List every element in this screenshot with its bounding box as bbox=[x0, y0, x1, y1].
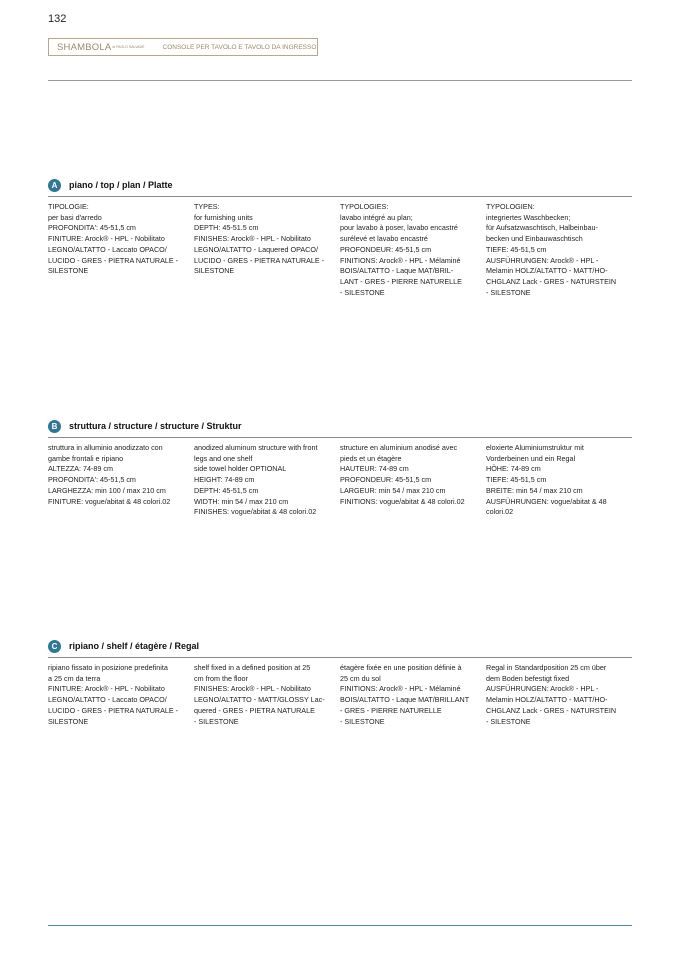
text-line: colori.02 bbox=[486, 507, 514, 517]
text-line: TIPOLOGIE: bbox=[48, 202, 89, 211]
text-line: pour lavabo à poser, lavabo encastré bbox=[340, 223, 458, 233]
column-german bbox=[486, 202, 632, 298]
text-line: HÖHE: 74-89 cm bbox=[486, 464, 541, 474]
column-french bbox=[340, 202, 486, 298]
text-line: für Aufsatzwaschtisch, Halbeinbau- bbox=[486, 223, 598, 233]
language-columns bbox=[48, 443, 632, 518]
text-line: SILESTONE bbox=[48, 716, 89, 726]
column-german bbox=[486, 663, 632, 727]
text-line: becken und Einbauwaschtisch bbox=[486, 234, 583, 244]
text-line: FINITURE: Arock® - HPL - Nobilitato bbox=[48, 684, 165, 694]
text-line: FINISHES: vogue/abitat & 48 colori.02 bbox=[194, 507, 317, 517]
section-heading bbox=[48, 418, 632, 434]
column-english bbox=[194, 663, 340, 727]
section-heading bbox=[48, 177, 632, 193]
brand-name: SHAMBOLA bbox=[57, 41, 112, 53]
text-line: anodized aluminum structure with front bbox=[194, 443, 318, 452]
text-line: Vorderbeinen und ein Regal bbox=[486, 453, 576, 463]
brand-designer: di PAOLO SALVADÈ bbox=[112, 45, 145, 49]
text-line: FINITIONS: vogue/abitat & 48 colori.02 bbox=[340, 496, 465, 506]
text-line: TIEFE: 45-51,5 cm bbox=[486, 475, 547, 485]
text-line: BOIS/ALTATTO - Laque MAT/BRIL- bbox=[340, 266, 454, 276]
section-divider bbox=[48, 657, 632, 658]
text-line: WIDTH: min 54 / max 210 cm bbox=[194, 496, 289, 506]
text-line: integriertes Waschbecken; bbox=[486, 212, 571, 222]
text-line: quered - GRES - PIETRA NATURALE bbox=[194, 705, 315, 715]
text-line: - SILESTONE bbox=[486, 716, 531, 726]
text-line: gambe frontali e ripiano bbox=[48, 453, 124, 463]
language-columns bbox=[48, 663, 632, 727]
text-line: FINISHES: Arock® - HPL - Nobilitato bbox=[194, 684, 311, 694]
text-line: DEPTH: 45-51,5 cm bbox=[194, 485, 259, 495]
text-line: TYPES: bbox=[194, 202, 220, 211]
text-line: LUCIDO - GRES - PIETRA NATURALE - bbox=[194, 255, 325, 265]
text-line: PROFONDEUR: 45-51,5 cm bbox=[340, 244, 432, 254]
text-line: cm from the floor bbox=[194, 673, 248, 683]
text-line: Melamin HOLZ/ALTATTO - MATT/HO- bbox=[486, 266, 608, 276]
section-title: ripiano / shelf / étagère / Regal bbox=[69, 641, 200, 651]
text-line: LUCIDO - GRES - PIETRA NATURALE - bbox=[48, 705, 179, 715]
text-line: surélevé et lavabo encastré bbox=[340, 234, 428, 244]
text-line: - SILESTONE bbox=[340, 287, 385, 297]
text-line: structure en aluminium anodisé avec bbox=[340, 443, 458, 452]
text-line: - SILESTONE bbox=[340, 716, 385, 726]
text-line: - SILESTONE bbox=[486, 287, 531, 297]
page-number: 132 bbox=[48, 13, 67, 25]
text-line: DEPTH: 45-51.5 cm bbox=[194, 223, 259, 233]
text-line: CHGLANZ Lack - GRES - NATURSTEIN bbox=[486, 276, 617, 286]
text-line: CHGLANZ Lack - GRES - NATURSTEIN bbox=[486, 705, 617, 715]
column-french bbox=[340, 443, 486, 518]
text-line: AUSFÜHRUNGEN: Arock® - HPL - bbox=[486, 255, 599, 265]
text-line: struttura in alluminio anodizzato con bbox=[48, 443, 163, 452]
text-line: LEGNO/ALTATTO - Laquered OPACO/ bbox=[194, 244, 318, 254]
text-line: PROFONDEUR: 45-51,5 cm bbox=[340, 475, 432, 485]
section-shelf bbox=[48, 638, 632, 727]
text-line: HAUTEUR: 74-89 cm bbox=[340, 464, 409, 474]
text-line: BOIS/ALTATTO - Laque MAT/BRILLANT bbox=[340, 695, 470, 705]
section-title: struttura / structure / structure / Struktur bbox=[69, 421, 242, 431]
column-french bbox=[340, 663, 486, 727]
text-line: dem Boden befestigt fixed bbox=[486, 673, 570, 683]
text-line: ALTEZZA: 74-89 cm bbox=[48, 464, 113, 474]
text-line: pieds et un étagère bbox=[340, 453, 402, 463]
text-line: TIEFE: 45-51,5 cm bbox=[486, 244, 547, 254]
text-line: per basi d'arredo bbox=[48, 212, 102, 222]
text-line: PROFONDITA': 45-51,5 cm bbox=[48, 223, 136, 233]
product-category: CONSOLE PER TAVOLO E TAVOLO DA INGRESSO bbox=[162, 43, 317, 51]
header-banner bbox=[48, 38, 318, 56]
top-divider bbox=[48, 80, 632, 81]
text-line: LUCIDO - GRES - PIETRA NATURALE - bbox=[48, 255, 179, 265]
section-title: piano / top / plan / Platte bbox=[69, 180, 173, 190]
section-badge: C bbox=[48, 640, 61, 653]
section-heading bbox=[48, 638, 632, 654]
text-line: AUSFÜHRUNGEN: Arock® - HPL - bbox=[486, 684, 599, 694]
text-line: Regal in Standardposition 25 cm über bbox=[486, 663, 607, 672]
text-line: SILESTONE bbox=[48, 266, 89, 276]
text-line: - GRES - PIERRE NATURELLE bbox=[340, 705, 442, 715]
section-structure bbox=[48, 418, 632, 518]
text-line: legs and one shelf bbox=[194, 453, 253, 463]
text-line: FINITIONS: Arock® - HPL - Mélaminé bbox=[340, 684, 461, 694]
text-line: FINITIONS: Arock® - HPL - Mélaminé bbox=[340, 255, 461, 265]
text-line: 25 cm du sol bbox=[340, 673, 381, 683]
column-italian bbox=[48, 443, 194, 518]
text-line: LANT - GRES - PIERRE NATURELLE bbox=[340, 276, 462, 286]
text-line: AUSFÜHRUNGEN: vogue/abitat & 48 bbox=[486, 496, 607, 506]
text-line: LEGNO/ALTATTO - Laccato OPACO/ bbox=[48, 695, 167, 705]
text-line: FINITURE: Arock® - HPL - Nobilitato bbox=[48, 234, 165, 244]
section-badge: B bbox=[48, 420, 61, 433]
text-line: LEGNO/ALTATTO - Laccato OPACO/ bbox=[48, 244, 167, 254]
text-line: LARGEUR: min 54 / max 210 cm bbox=[340, 485, 446, 495]
column-italian bbox=[48, 663, 194, 727]
text-line: FINITURE: vogue/abitat & 48 colori.02 bbox=[48, 496, 171, 506]
text-line: - SILESTONE bbox=[194, 716, 239, 726]
column-german bbox=[486, 443, 632, 518]
bottom-divider bbox=[48, 925, 632, 926]
text-line: LARGHEZZA: min 100 / max 210 cm bbox=[48, 485, 166, 495]
text-line: for furnishing units bbox=[194, 212, 253, 222]
text-line: TYPOLOGIEN: bbox=[486, 202, 535, 211]
text-line: ripiano fissato in posizione predefinita bbox=[48, 663, 168, 672]
column-italian bbox=[48, 202, 194, 298]
text-line: side towel holder OPTIONAL bbox=[194, 464, 287, 474]
language-columns bbox=[48, 202, 632, 298]
text-line: a 25 cm da terra bbox=[48, 673, 101, 683]
text-line: HEIGHT: 74-89 cm bbox=[194, 475, 255, 485]
text-line: TYPOLOGIES: bbox=[340, 202, 389, 211]
text-line: LEGNO/ALTATTO - MATT/GLOSSY Lac- bbox=[194, 695, 325, 705]
column-english bbox=[194, 443, 340, 518]
text-line: étagère fixée en une position définie à bbox=[340, 663, 462, 672]
section-divider bbox=[48, 196, 632, 197]
column-english bbox=[194, 202, 340, 298]
text-line: shelf fixed in a defined position at 25 bbox=[194, 663, 311, 672]
text-line: BREITE: min 54 / max 210 cm bbox=[486, 485, 583, 495]
text-line: PROFONDITA': 45-51,5 cm bbox=[48, 475, 136, 485]
text-line: Melamin HOLZ/ALTATTO - MATT/HO- bbox=[486, 695, 608, 705]
text-line: SILESTONE bbox=[194, 266, 235, 276]
section-top bbox=[48, 177, 632, 298]
text-line: lavabo intégré au plan; bbox=[340, 212, 413, 222]
section-badge: A bbox=[48, 179, 61, 192]
section-divider bbox=[48, 437, 632, 438]
text-line: FINISHES: Arock® - HPL - Nobilitato bbox=[194, 234, 311, 244]
text-line: eloxierte Aluminiumstruktur mit bbox=[486, 443, 584, 452]
